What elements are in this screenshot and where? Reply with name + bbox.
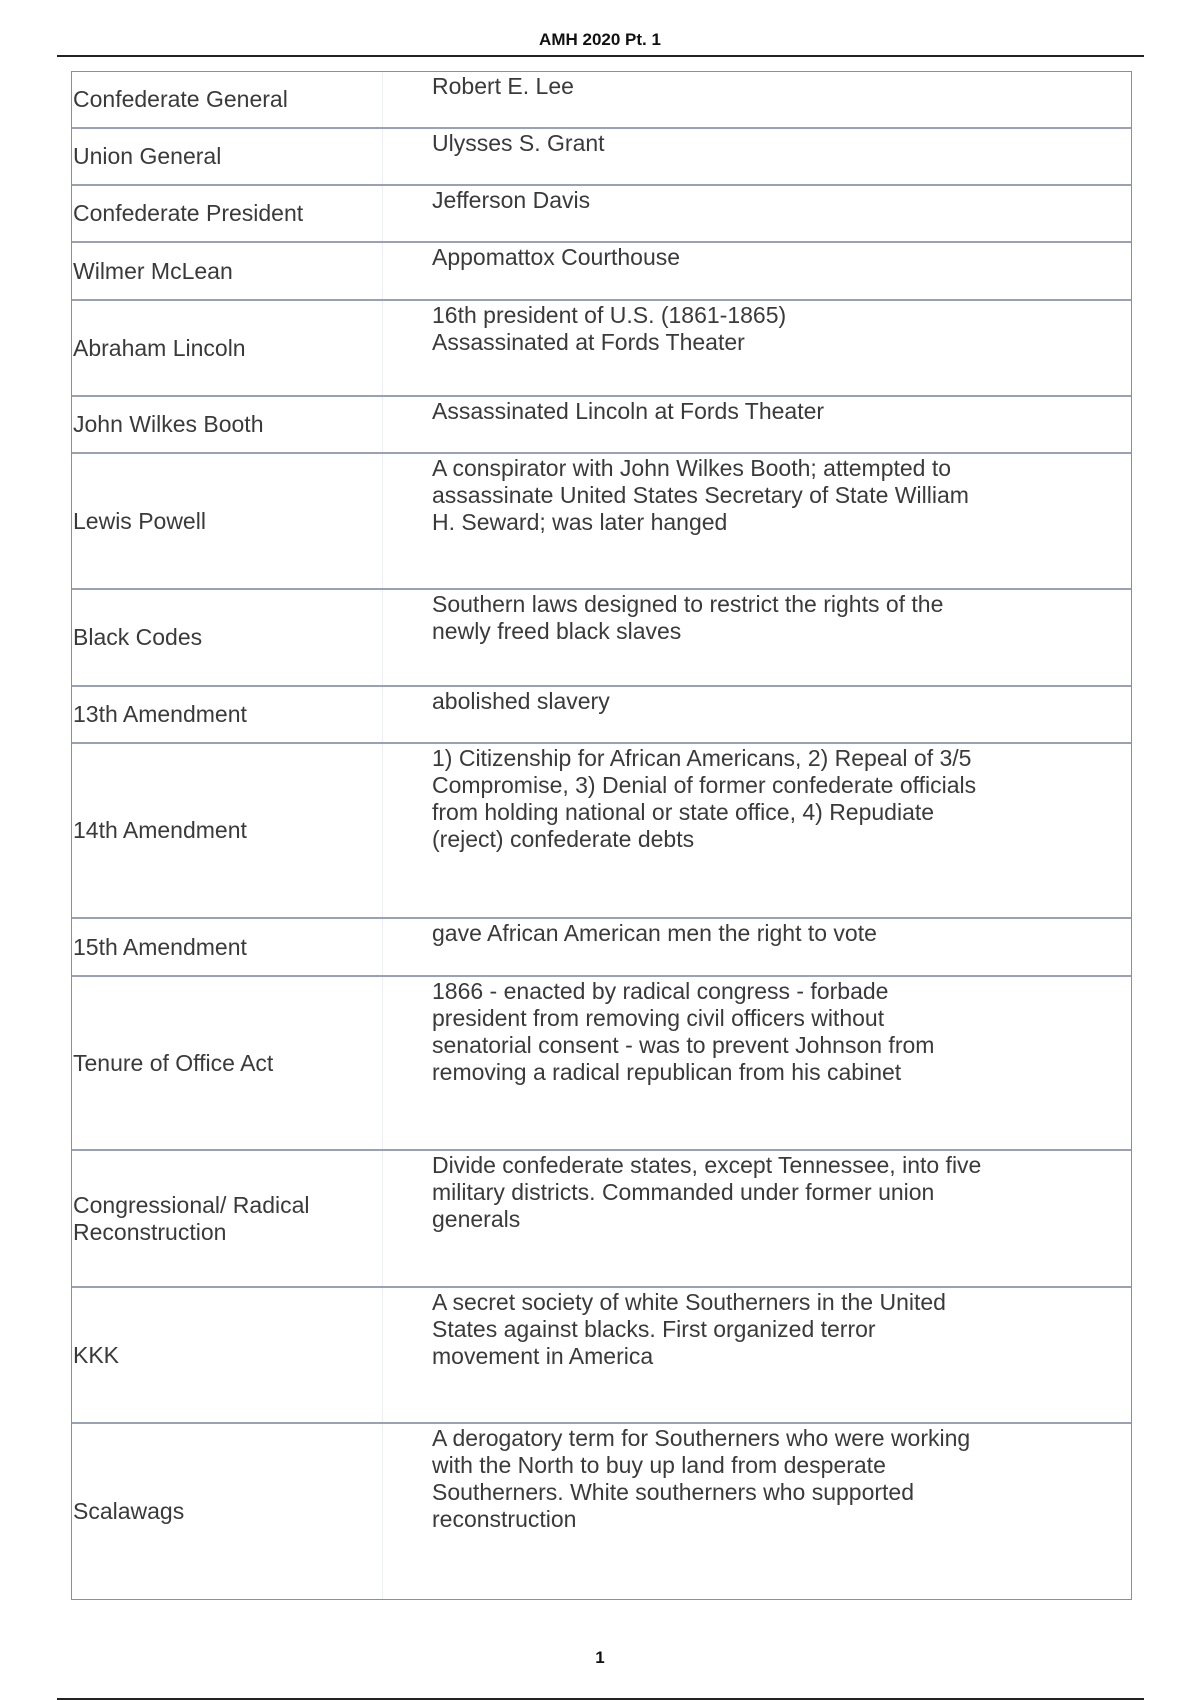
definition-text: Robert E. Lee: [432, 73, 574, 99]
term-cell: 13th Amendment: [72, 687, 383, 742]
definition-cell: [72, 72, 1131, 127]
definition-text: 16th president of U.S. (1861-1865) Assassinated at Fords Theater: [432, 302, 787, 355]
page-header-title: AMH 2020 Pt. 1: [539, 30, 661, 49]
flashcard-table: [71, 71, 1132, 1600]
definition-cell: [72, 590, 1131, 685]
table-row: [72, 72, 1131, 129]
definition-text: 1866 - enacted by radical congress - forbade president from removing civil officers without senatorial consent - was to prevent Johnson from removing a radical republican from his cabinet: [432, 978, 935, 1085]
table-row: [72, 301, 1131, 397]
definition-text: A secret society of white Southerners in the United States against blacks. First organized terror movement in America: [432, 1289, 946, 1369]
definition-cell: [72, 744, 1131, 917]
header-rule: [57, 55, 1144, 57]
definition-text: Ulysses S. Grant: [432, 130, 605, 156]
term-cell: Congressional/ Radical Reconstruction: [72, 1151, 383, 1286]
definition-text: gave African American men the right to vote: [432, 920, 877, 946]
definition-text: abolished slavery: [432, 688, 610, 714]
term-cell: Confederate General: [72, 72, 383, 127]
definition-text: Southern laws designed to restrict the rights of the newly freed black slaves: [432, 591, 944, 644]
table-row: [72, 1424, 1131, 1599]
definition-text: A derogatory term for Southerners who were working with the North to buy up land from desperate Southerners. White southerners who supported reconstruction: [432, 1425, 971, 1532]
term-cell: 15th Amendment: [72, 919, 383, 975]
term-cell: Lewis Powell: [72, 454, 383, 588]
table-row: [72, 397, 1131, 454]
table-row: [72, 687, 1131, 744]
definition-cell: [72, 1288, 1131, 1422]
term-cell: Union General: [72, 129, 383, 184]
definition-text: Appomattox Courthouse: [432, 244, 681, 270]
term-cell: 14th Amendment: [72, 744, 383, 917]
table-row: [72, 1288, 1131, 1424]
term-cell: Tenure of Office Act: [72, 977, 383, 1149]
table-row: [72, 186, 1131, 243]
definition-cell: [72, 129, 1131, 184]
table-row: [72, 129, 1131, 186]
table-row: [72, 590, 1131, 687]
definition-cell: [72, 1424, 1131, 1599]
definition-cell: [72, 301, 1131, 395]
definition-cell: [72, 919, 1131, 975]
definition-cell: [72, 687, 1131, 742]
table-row: [72, 243, 1131, 301]
term-cell: Confederate President: [72, 186, 383, 241]
definition-cell: [72, 186, 1131, 241]
term-cell: KKK: [72, 1288, 383, 1422]
definition-cell: [72, 397, 1131, 452]
definition-cell: [72, 243, 1131, 299]
table-row: [72, 919, 1131, 977]
table-row: [72, 977, 1131, 1151]
definition-text: Jefferson Davis: [432, 187, 591, 213]
term-cell: John Wilkes Booth: [72, 397, 383, 452]
term-cell: Scalawags: [72, 1424, 383, 1599]
term-cell: Abraham Lincoln: [72, 301, 383, 395]
definition-text: Divide confederate states, except Tennessee, into five military districts. Commanded under former union generals: [432, 1152, 982, 1232]
table-row: [72, 454, 1131, 590]
definition-text: 1) Citizenship for African Americans, 2) Repeal of 3/5 Compromise, 3) Denial of former confederate officials from holding national or state office, 4) Repudiate (reject) confederate debts: [432, 745, 977, 852]
definition-cell: [72, 454, 1131, 588]
page-number: 1: [595, 1648, 605, 1667]
definition-cell: [72, 1151, 1131, 1286]
definition-text: Assassinated Lincoln at Fords Theater: [432, 398, 825, 424]
definition-cell: [72, 977, 1131, 1149]
table-row: [72, 1151, 1131, 1288]
table-row: [72, 744, 1131, 919]
term-cell: Wilmer McLean: [72, 243, 383, 299]
definition-text: A conspirator with John Wilkes Booth; attempted to assassinate United States Secretary of State William H. Seward; was later hanged: [432, 455, 969, 535]
term-cell: Black Codes: [72, 590, 383, 685]
